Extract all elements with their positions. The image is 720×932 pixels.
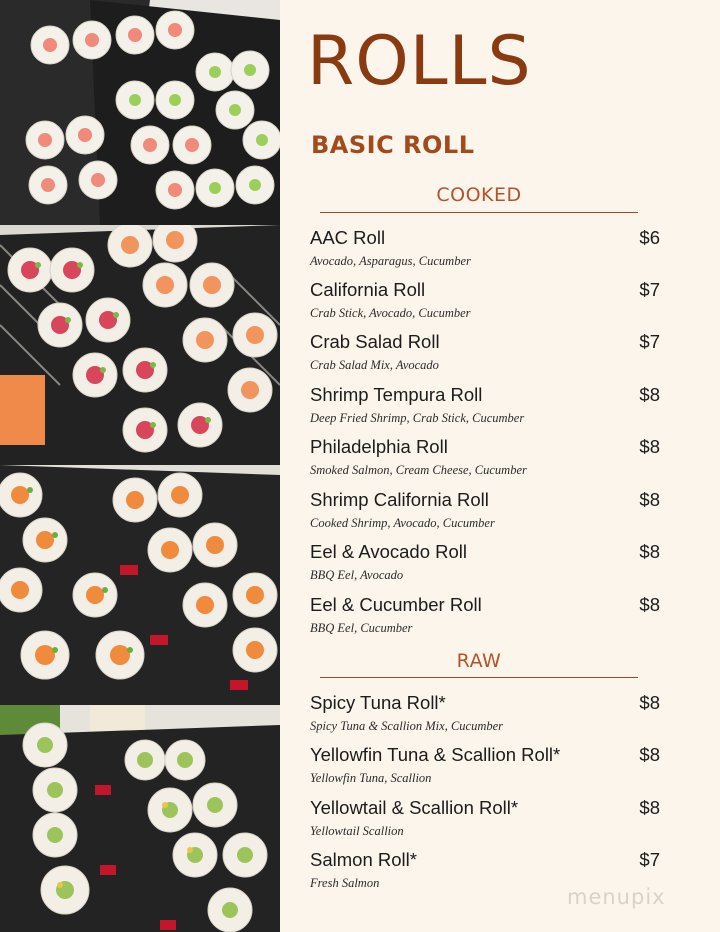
section-heading-label: RAW <box>456 650 502 672</box>
item-price: $8 <box>639 436 660 457</box>
menupix-watermark: menupix <box>567 885 666 909</box>
item-description: BBQ Eel, Avocado <box>310 568 404 582</box>
item-name: Yellowfin Tuna & Scallion Roll* <box>310 744 561 765</box>
item-description: Crab Salad Mix, Avocado <box>310 358 439 372</box>
item-name: AAC Roll <box>310 227 386 248</box>
item-name: Spicy Tuna Roll* <box>310 692 446 713</box>
item-description: Avocado, Asparagus, Cucumber <box>310 254 471 268</box>
sushi-photo-salmon-rolls <box>0 465 280 705</box>
section-divider <box>320 677 638 678</box>
item-price: $7 <box>639 331 660 352</box>
item-description: Yellowfin Tuna, Scallion <box>310 771 432 785</box>
photo-strip <box>0 0 280 932</box>
item-description: Fresh Salmon <box>310 876 380 890</box>
sushi-photo-crab-rolls <box>0 0 280 225</box>
menu-item <box>310 384 660 432</box>
item-name: Crab Salad Roll <box>310 331 440 352</box>
item-price: $6 <box>639 227 660 248</box>
menu-item <box>310 227 660 275</box>
item-description: Yellowtail Scallion <box>310 824 404 838</box>
item-name: Yellowtail & Scallion Roll* <box>310 797 519 818</box>
item-name: Salmon Roll* <box>310 849 417 870</box>
item-price: $8 <box>639 384 660 405</box>
item-price: $8 <box>639 541 660 562</box>
menu-item <box>310 594 660 642</box>
menu-item <box>310 692 660 740</box>
section-heading-cooked <box>320 184 638 206</box>
sushi-photo-tuna-rolls <box>0 225 280 465</box>
menu-item <box>310 279 660 327</box>
item-price: $8 <box>639 797 660 818</box>
item-description: Spicy Tuna & Scallion Mix, Cucumber <box>310 719 504 733</box>
section-divider <box>320 212 638 213</box>
item-price: $8 <box>639 594 660 615</box>
menu-item <box>310 541 660 589</box>
item-price: $7 <box>639 849 660 870</box>
item-price: $7 <box>639 279 660 300</box>
item-description: Smoked Salmon, Cream Cheese, Cucumber <box>310 463 527 477</box>
page-title: ROLLS <box>307 22 532 101</box>
item-description: BBQ Eel, Cucumber <box>310 621 413 635</box>
item-name: Shrimp California Roll <box>310 489 489 510</box>
menu-subtitle: BASIC ROLL <box>311 131 475 159</box>
sushi-photo-cucumber-rolls <box>0 705 280 932</box>
item-name: Philadelphia Roll <box>310 436 448 457</box>
item-name: Eel & Avocado Roll <box>310 541 468 562</box>
item-name: Shrimp Tempura Roll <box>310 384 483 405</box>
item-description: Deep Fried Shrimp, Crab Stick, Cucumber <box>310 411 525 425</box>
menu-item <box>310 331 660 379</box>
item-description: Crab Stick, Avocado, Cucumber <box>310 306 471 320</box>
item-price: $8 <box>639 489 660 510</box>
section-heading-label: COOKED <box>436 184 522 206</box>
item-description: Cooked Shrimp, Avocado, Cucumber <box>310 516 495 530</box>
menu-item <box>310 489 660 537</box>
item-name: California Roll <box>310 279 426 300</box>
menu-item <box>310 436 660 484</box>
menu-item <box>310 797 660 845</box>
section-heading-raw <box>320 650 638 672</box>
item-name: Eel & Cucumber Roll <box>310 594 482 615</box>
item-price: $8 <box>639 692 660 713</box>
item-price: $8 <box>639 744 660 765</box>
menu-item <box>310 744 660 792</box>
